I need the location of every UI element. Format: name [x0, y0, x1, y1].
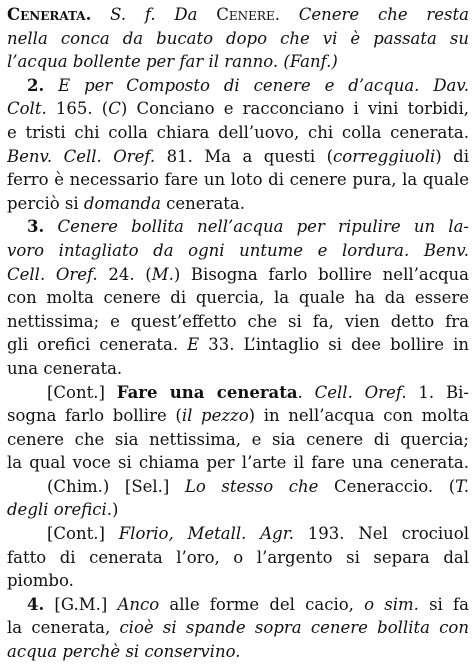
entry-line: Benv. Cell. Oref. 81. Ma a questi (correggiuoli) di [7, 146, 469, 166]
entry-line: voro intagliato da ogni untume e lordura. Benv. [7, 240, 469, 260]
entry-line: con molta cenere di quercia, la quale ha da essere [7, 288, 469, 308]
entry-line: (Chim.) [Sel.] Lo stesso che Ceneraccio. (T. [47, 476, 469, 496]
entry-line: nettissima; e quest’effetto che si fa, vien detto fra [7, 311, 469, 331]
entry-line: piombo. [7, 571, 74, 591]
entry-line: la cenerata, cioè si spande sopra cenere bollita con [7, 618, 469, 638]
entry-line: e tristi chi colla chiara dell’uovo, chi colla cenerata. [7, 122, 469, 142]
entry-line: 4. [G.M.] Anco alle forme del cacio, o sim. si fa [27, 594, 469, 614]
entry-line: Colt. 165. (C) Conciano e racconciano i vini torbidi, [7, 99, 469, 119]
entry-line: 2. E per Composto di cenere e d’acqua. Dav. [27, 75, 469, 95]
entry-line: 3. Cenere bollita nell’acqua per ripulire un la- [27, 217, 469, 237]
dictionary-entry [7, 3, 469, 664]
entry-line: la qual voce si chiama per l’arte il fare una cenerata. [7, 453, 469, 473]
entry-line: sogna farlo bollire (il pezzo) in nell’acqua con molta [7, 406, 469, 426]
entry-line: nella conca da bucato dopo che vi è passata su [7, 28, 469, 48]
entry-line: gli orefici cenerata. E 33. L’intaglio si dee bollire in [7, 335, 469, 355]
entry-line: [Cont.] Fare una cenerata. Cell. Oref. 1. Bi- [47, 382, 469, 402]
entry-line: perciò si domanda cenerata. [7, 193, 246, 213]
entry-line: una cenerata. [7, 358, 123, 378]
entry-line: degli orefici.) [7, 500, 119, 520]
entry-line: l’acqua bollente per far il ranno. (Fanf.) [7, 52, 338, 72]
entry-line: ferro è necessario fare un loto di cenere pura, la quale [7, 170, 469, 190]
entry-line: acqua perchè si conservino. [7, 642, 241, 662]
entry-line: Cell. Oref. 24. (M.) Bisogna farlo bollire nell’acqua [7, 264, 469, 284]
entry-line: fatto di cenerata l’oro, o l’argento si separa dal [7, 547, 469, 567]
entry-line: cenere che sia nettissima, e sia cenere di quercia; [7, 429, 469, 449]
entry-line: [Cont.] Florio, Metall. Agr. 193. Nel crociuol [47, 524, 469, 544]
entry-line: Cenerata. S. f. Da Cenere. Cenere che resta [7, 5, 469, 24]
